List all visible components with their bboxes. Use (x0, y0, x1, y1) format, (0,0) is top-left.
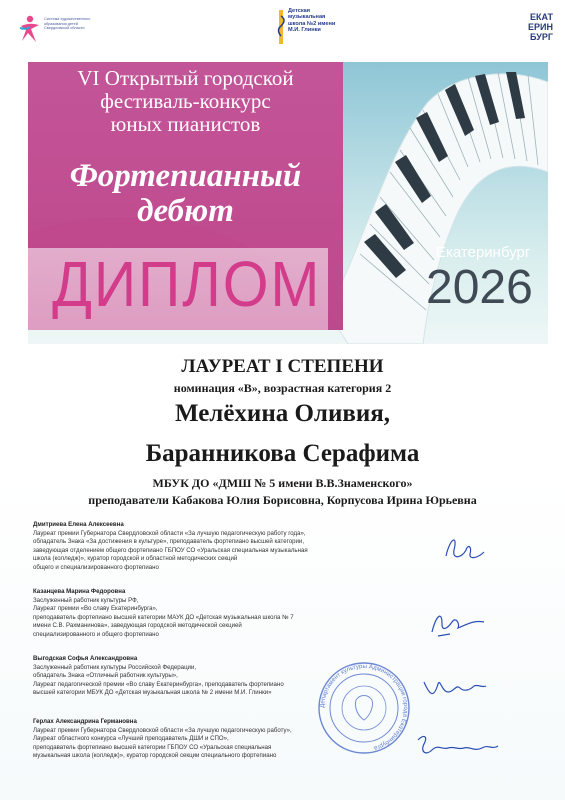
festival-title-line: юных пианистов (110, 112, 261, 136)
music-school-logo (276, 8, 346, 50)
jury-member-credential: преподаватель фортепиано высшей категории МАУК ДО «Детская музыкальная школа № 7 (33, 613, 294, 621)
jury-member-credential: специализированного и общего фортепиано (33, 630, 159, 638)
festival-name (28, 160, 343, 228)
jury-member-credential: высшей категории МБУК ДО «Детская музыкальная школа № 2 имени М.И. Глинки» (33, 689, 272, 697)
jury-member-name: Казанцева Марина Федоровна (33, 588, 126, 595)
ekaterinburg-logo-line: ЕРИН (528, 22, 553, 32)
festival-title-line: фестиваль-конкурс (100, 89, 271, 113)
nomination-line: номинация «В», возрастная категория 2 (173, 381, 392, 395)
jury-member-credential: Лауреат областного конкурса «Лучший преподаватель ДШИ и СПО», (33, 735, 229, 743)
region-logo-text: Система художественного образования детей Свердловской области (44, 17, 91, 31)
school-name: МБУК ДО «ДМШ № 5 имени В.В.Знаменского» (152, 476, 413, 490)
jury-member-name: Выгодская Софья Александровна (33, 655, 138, 662)
jury-member-credential: Лауреат премии Губернатора Свердловской области «За лучшую педагогическую работу», (33, 726, 292, 734)
jury-member-credential: школа (колледж)», куратор городской и областной методических секций (33, 555, 238, 563)
ekaterinburg-logo-line: ЕКАТ (529, 12, 553, 22)
city-label: Екатеринбург (436, 244, 531, 261)
festival-title-line: VI Открытый городской (77, 66, 294, 90)
festival-name-line: дебют (137, 193, 234, 229)
jury-member-credential: Заслуженный работник культуры РФ, (33, 596, 139, 604)
jury-member-credential: обладатель Знака «За достижения в культуре», преподаватель фортепиано высшей категории, (33, 538, 305, 546)
signature-3 (420, 672, 490, 706)
jury-member-credential: Лауреат педагогической премии «Во славу Екатеринбурга», преподаватель фортепиано (33, 680, 284, 688)
jury-member-credential: Лауреат премии «Во славу Екатеринбурга», (33, 605, 158, 613)
jury-member-name: Дмитриева Елена Алексеевна (33, 521, 124, 528)
festival-name-line: Фортепианный (69, 158, 302, 194)
ekaterinburg-logo (513, 12, 553, 42)
jury-member-credential: имени С.В. Рахманинова», заведующая городской методической секцией (33, 622, 242, 630)
jury-member (33, 521, 403, 573)
diploma-title: ДИПЛОМ (52, 248, 322, 320)
stamp-text: Департамент культуры Администрации города Екатеринбурга (318, 662, 410, 752)
jury-member (33, 588, 403, 640)
jury-member-credential: заведующая отделением общего фортепиано ГБПОУ СО «Уральская специальная музыкальная (33, 546, 308, 554)
signature-2 (428, 602, 488, 642)
jury-member-credential: Заслуженный работник культуры Российской Федерации, (33, 663, 197, 671)
music-school-logo-text: Детская музыкальная школа №2 имени М.И. Глинки (288, 8, 336, 33)
region-education-logo (18, 14, 98, 46)
figure-logo-icon (18, 14, 42, 44)
jury-member-credential: музыкальная школа (колледж)», куратор городской секции специального фортепиано (33, 752, 277, 760)
signature-1 (440, 528, 490, 568)
laureate-degree: ЛАУРЕАТ I СТЕПЕНИ (181, 356, 384, 377)
signature-4 (412, 728, 502, 768)
jury-member-credential: преподаватель фортепиано высшей категории ГБПОУ СО «Уральская специальная (33, 743, 272, 751)
clef-icon (276, 10, 288, 46)
festival-title (28, 67, 343, 136)
jury-member-credential: общего и специализированного фортепиано (33, 563, 159, 571)
festival-banner (28, 62, 548, 344)
jury-member-credential: Лауреат премии Губернатора Свердловской области «За лучшую педагогическую работу года», (33, 529, 306, 537)
jury-member-name: Герлах Александрина Германовна (33, 718, 137, 725)
teachers-line: преподаватели Кабакова Юлия Борисовна, Корпусова Ирина Юрьевна (88, 493, 477, 507)
year-label: 2026 (426, 261, 533, 314)
jury-member-credential: обладатель Знака «Отличный работник культуры», (33, 672, 178, 680)
ekaterinburg-logo-line: БУРГ (530, 32, 553, 42)
participant-name: Мелёхина Оливия, (174, 400, 391, 427)
participant-name: Баранникова Серафима (145, 440, 420, 467)
official-stamp (316, 660, 412, 756)
